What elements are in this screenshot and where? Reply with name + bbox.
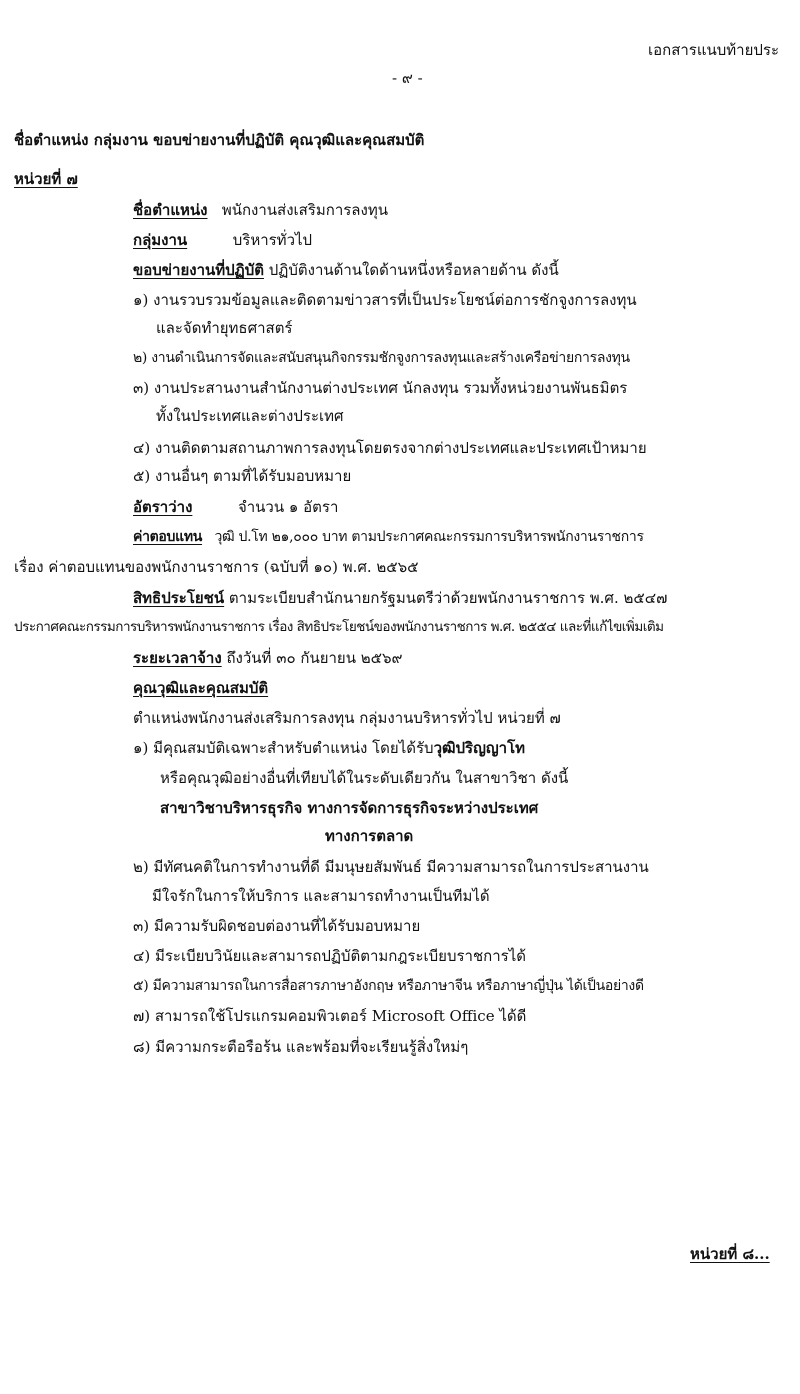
qualification-1-field: ทางการตลาด bbox=[325, 827, 414, 845]
position-label: ชื่อตำแหน่ง bbox=[133, 201, 208, 219]
doc-reference: เอกสารแนบท้ายประ bbox=[648, 41, 780, 59]
page-number: - ๙ - bbox=[392, 69, 423, 87]
scope-item: ทั้งในประเทศและต่างประเทศ bbox=[156, 407, 344, 425]
scope-item: ๑) งานรวบรวมข้อมูลและติดตามข่าวสารที่เป็นประโยชน์ต่อการชักจูงการลงทุน bbox=[133, 291, 637, 309]
group-label: กลุ่มงาน bbox=[133, 231, 188, 249]
qualification-item-1 bbox=[133, 738, 525, 758]
position-value: พนักงานส่งเสริมการลงทุน bbox=[221, 201, 388, 219]
qualification-1-prefix: ๑) มีคุณสมบัติเฉพาะสำหรับตำแหน่ง โดยได้รับ bbox=[133, 739, 434, 757]
vacancy-label: อัตราว่าง bbox=[133, 498, 193, 516]
qualification-intro: ตำแหน่งพนักงานส่งเสริมการลงทุน กลุ่มงานบริหารทั่วไป หน่วยที่ ๗ bbox=[133, 709, 561, 727]
pay-row bbox=[133, 527, 644, 547]
term-value: ถึงวันที่ ๓๐ กันยายน ๒๕๖๙ bbox=[226, 649, 403, 667]
term-label: ระยะเวลาจ้าง bbox=[133, 649, 222, 667]
qualification-item: ๔) มีระเบียบวินัยและสามารถปฏิบัติตามกฎระเบียบราชการได้ bbox=[133, 947, 526, 965]
qualification-1-line2: หรือคุณวุฒิอย่างอื่นที่เทียบได้ในระดับเดียวกัน ในสาขาวิชา ดังนี้ bbox=[160, 769, 569, 787]
unit-label: หน่วยที่ ๗ bbox=[14, 170, 78, 188]
pay-line1: วุฒิ ป.โท ๒๑,๐๐๐ บาท ตามประกาศคณะกรรมการบริหารพนักงานราชการ bbox=[214, 529, 644, 545]
pay-label: ค่าตอบแทน bbox=[133, 529, 203, 545]
qualification-item: ๗) สามารถใช้โปรแกรมคอมพิวเตอร์ Microsoft Office ได้ดี bbox=[133, 1007, 527, 1025]
qualification-item: ๓) มีความรับผิดชอบต่องานที่ได้รับมอบหมาย bbox=[133, 917, 421, 935]
scope-row bbox=[133, 260, 559, 280]
pay-line2: เรื่อง ค่าตอบแทนของพนักงานราชการ (ฉบับที่ ๑๐) พ.ศ. ๒๕๖๕ bbox=[14, 558, 419, 576]
scope-intro: ปฏิบัติงานด้านใดด้านหนึ่งหรือหลายด้าน ดังนี้ bbox=[268, 261, 559, 279]
scope-item: และจัดทำยุทธศาสตร์ bbox=[156, 319, 293, 337]
group-row bbox=[133, 230, 312, 250]
scope-item: ๒) งานดำเนินการจัดและสนับสนุนกิจกรรมชักจูงการลงทุนและสร้างเครือข่ายการลงทุน bbox=[133, 350, 630, 366]
scope-item: ๔) งานติดตามสถานภาพการลงทุนโดยตรงจากต่างประเทศและประเทศเป้าหมาย bbox=[133, 439, 647, 457]
qualification-item: ๒) มีทัศนคติในการทำงานที่ดี มีมนุษยสัมพันธ์ มีความสามารถในการประสานงาน bbox=[133, 858, 649, 876]
scope-item: ๕) งานอื่นๆ ตามที่ได้รับมอบหมาย bbox=[133, 467, 352, 485]
vacancy-value: จำนวน ๑ อัตรา bbox=[237, 498, 339, 516]
qualification-item: มีใจรักในการให้บริการ และสามารถทำงานเป็นทีมได้ bbox=[152, 887, 490, 905]
qualification-item: ๕) มีความสามารถในการสื่อสารภาษาอังกฤษ หรือภาษาจีน หรือภาษาญี่ปุ่น ได้เป็นอย่างดี bbox=[133, 978, 644, 994]
scope-label: ขอบข่ายงานที่ปฏิบัติ bbox=[133, 261, 264, 279]
benefit-row bbox=[133, 588, 667, 608]
qualification-1-degree: วุฒิปริญญาโท bbox=[433, 739, 526, 757]
benefit-line2: ประกาศคณะกรรมการบริหารพนักงานราชการ เรื่อง สิทธิประโยชน์ของพนักงานราชการ พ.ศ. ๒๕๕๔ และที่แก้ไขเพิ่มเติม bbox=[14, 619, 664, 635]
position-row bbox=[133, 200, 388, 220]
qualification-label: คุณวุฒิและคุณสมบัติ bbox=[133, 679, 269, 697]
qualification-item: ๘) มีความกระตือรือร้น และพร้อมที่จะเรียนรู้สิ่งใหม่ๆ bbox=[133, 1038, 469, 1056]
qualification-1-field: สาขาวิชาบริหารธุรกิจ ทางการจัดการธุรกิจระหว่างประเทศ bbox=[160, 799, 539, 817]
group-value: บริหารทั่วไป bbox=[232, 231, 313, 249]
next-unit-link: หน่วยที่ ๘... bbox=[690, 1245, 770, 1263]
scope-item: ๓) งานประสานงานสำนักงานต่างประเทศ นักลงทุน รวมทั้งหน่วยงานพันธมิตร bbox=[133, 379, 628, 397]
benefit-line1: ตามระเบียบสำนักนายกรัฐมนตรีว่าด้วยพนักงานราชการ พ.ศ. ๒๕๔๗ bbox=[228, 589, 668, 607]
section-title: ชื่อตำแหน่ง กลุ่มงาน ขอบข่ายงานที่ปฏิบัติ คุณวุฒิและคุณสมบัติ bbox=[14, 131, 425, 149]
term-row bbox=[133, 648, 402, 668]
benefit-label: สิทธิประโยชน์ bbox=[133, 589, 225, 607]
vacancy-row bbox=[133, 497, 338, 517]
